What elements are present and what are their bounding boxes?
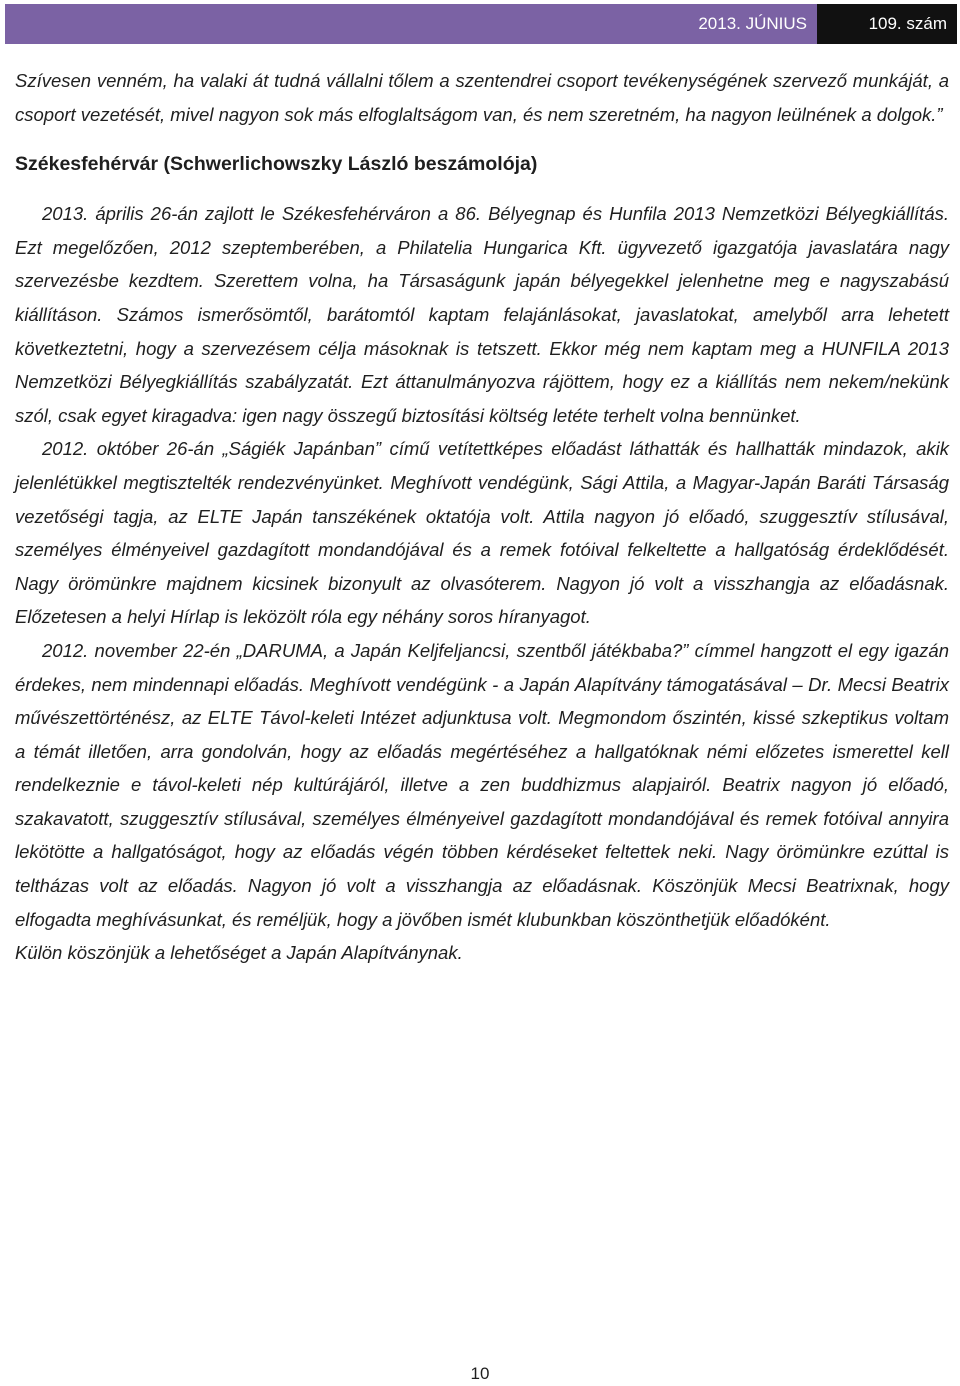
article-body [15, 64, 949, 970]
closing-line: Külön köszönjük a lehetőséget a Japán Alapítványnak. [15, 942, 463, 964]
paragraph-hunfila: 2013. április 26-án zajlott le Székesfehérváron a 86. Bélyegnap és Hunfila 2013 Nemzetközi Bélyegkiállítás. Ezt megelőzően, 2012 szeptemberében, a Philatelia Hungarica Kft. ügyvezető igazgatója javaslatára nagy szervezésbe kezdtem. Szerettem volna, ha Társaságunk japán bélyegekkel jelenhetne meg e nagyszabású kiállításon. Számos ismerősömtől, barátomtól kaptam felajánlásokat, javaslatokat, amelyből arra lehetett következtetni, hogy a szervezésem célja másoknak is tetszett. Ekkor még nem kaptam meg a HUNFILA 2013 Nemzetközi Bélyegkiállítás szabályzatát. Ezt áttanulmányozva rájöttem, hogy ez a kiállítás nem nekem/nekünk szól, csak egyet kiragadva: igen nagy összegű biztosítási költség letéte terhelt volna bennünket. [15, 203, 949, 426]
page-header [5, 4, 957, 44]
section-heading: Székesfehérvár (Schwerlichowszky László beszámolója) [15, 153, 538, 176]
paragraph-daruma: 2012. november 22-én „DARUMA, a Japán Keljfeljancsi, szentből játékbaba?” címmel hangzott el egy igazán érdekes, nem mindennapi előadás. Meghívott vendégünk - a Japán Alapítvány támogatásával – Dr. Mecsi Beatrix művészettörténész, az ELTE Távol-keleti Intézet adjunktusa volt. Megmondom őszintén, kissé szkeptikus voltam a témát illetően, arra gondolván, hogy az előadás megértéséhez a hallgatóknak némi előzetes ismerettel kell rendelkeznie e távol-keleti nép kultúrájáról, illetve a zen buddhizmus alapjairól. Beatrix nagyon jó előadó, szakavatott, szuggesztív stílusával, személyes élményeivel gazdagított mondandójával és remek fotóival annyira lekötötte a hallgatóságot, hogy az előadás végén többen kérdéseket feltettek neki. Nagy örömünkre ezúttal is teltházas volt az előadás. Nagyon jó volt a visszhangja az előadásnak. Köszönjük Mecsi Beatrixnak, hogy elfogadta meghívásunkat, és reméljük, hogy a jövőben ismét klubunkban köszönthetjük előadóként. [15, 639, 949, 930]
header-date: 2013. JÚNIUS [5, 4, 817, 44]
header-issue-number: 109. szám [817, 4, 957, 44]
paragraph-sagiek-japanban: 2012. október 26-án „Ságiék Japánban” című vetítettképes előadást láthatták és hallhatták mindazok, akik jelenlétükkel megtisztelték rendezvényünket. Meghívott vendégünk, Sági Attila, a Magyar-Japán Baráti Társaság vezetőségi tagja, az ELTE Japán tanszékének oktatója volt. Attila nagyon jó előadó, szuggesztív stílusával, személyes élményeivel gazdagított mondandójával és a remek fotóival felkeltette a hallgatóság érdeklődését. Nagy örömünkre majdnem kicsinek bizonyult az olvasóterem. Nagyon jó volt a visszhangja az előadásnak. Előzetesen a helyi Hírlap is leközölt róla egy néhány soros híranyagot. [15, 438, 949, 628]
page-number: 10 [470, 1364, 490, 1383]
intro-paragraph: Szívesen venném, ha valaki át tudná vállalni tőlem a szentendrei csoport tevékenységének szervező munkáját, a csoport vezetését, mivel nagyon sok más elfoglaltságom van, és nem szeretném, ha nagyon leülnének a dolgok.” [15, 70, 949, 125]
